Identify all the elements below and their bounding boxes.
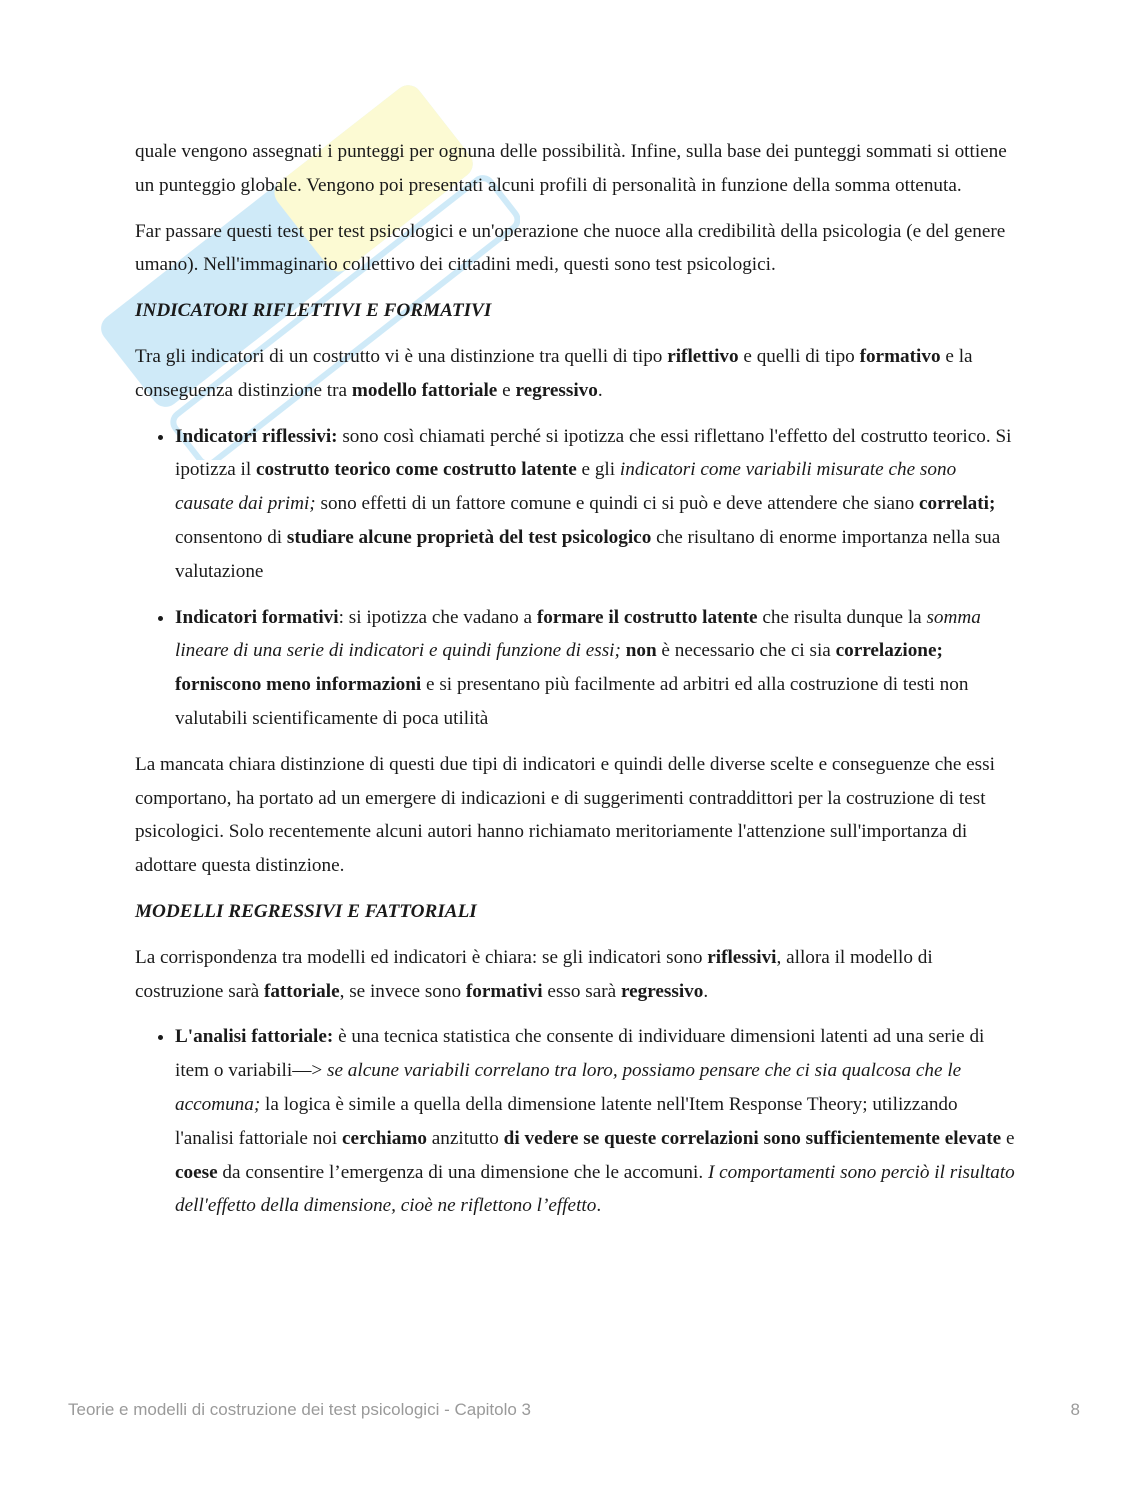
section-heading: MODELLI REGRESSIVI E FATTORIALI xyxy=(135,900,477,922)
bullet-list xyxy=(135,420,1015,736)
paragraph: Tra gli indicatori di un costrutto vi è una distinzione tra quelli di tipo riflettivo e quelli di tipo formativo e la conseguenza distinzione tra modello fattoriale e regressivo. xyxy=(135,345,973,401)
bullet-list xyxy=(135,1020,1015,1223)
section-heading: INDICATORI RIFLETTIVI E FORMATIVI xyxy=(135,300,492,322)
paragraph: quale vengono assegnati i punteggi per ognuna delle possibilità. Infine, sulla base dei punteggi sommati si ottiene un punteggio globale. Vengono poi presentati alcuni profili di personalità in funzione della somma ottenuta. xyxy=(135,141,1007,196)
page-number: 8 xyxy=(1070,1400,1080,1419)
paragraph: La corrispondenza tra modelli ed indicatori è chiara: se gli indicatori sono riflessivi, allora il modello di costruzione sarà fattoriale, se invece sono formativi esso sarà regressivo. xyxy=(135,946,933,1002)
page-footer xyxy=(68,1400,1080,1420)
list-item: • L'analisi fattoriale: è una tecnica statistica che consente di individuare dimensioni latenti ad una serie di item o variabili—> se alcune variabili correlano tra loro, possiamo pensare che ci sia qualcosa che le accomuna; la logica è simile a quella della dimensione latente nell'Item Response Theory; utilizzando l'analisi fattoriale noi cerchiamo anzitutto di vedere se queste correlazioni sono sufficientemente elevate e coese da consentire l’emergenza di una dimensione che le accomuni. I comportamenti sono perciò il risultato dell'effetto della dimensione, cioè ne riflettono l’effetto. xyxy=(175,1020,1015,1223)
document-body xyxy=(135,135,1015,1235)
list-item: • Indicatori formativi: si ipotizza che vadano a formare il costrutto latente che risulta dunque la somma lineare di una serie di indicatori e quindi funzione di essi; non è necessario che ci sia correlazione; forniscono meno informazioni e si presentano più facilmente ad arbitri ed alla costruzione di testi non valutabili scientificamente di poca utilità xyxy=(175,601,1015,736)
paragraph: La mancata chiara distinzione di questi due tipi di indicatori e quindi delle diverse scelte e conseguenze che essi comportano, ha portato ad un emergere di indicazioni e di suggerimenti contraddittori per la costruzione di test psicologici. Solo recentemente alcuni autori hanno richiamato meritoriamente l'attenzione sull'importanza di adottare questa distinzione. xyxy=(135,753,995,877)
list-item: • Indicatori riflessivi: sono così chiamati perché si ipotizza che essi riflettano l'effetto del costrutto teorico. Si ipotizza il costrutto teorico come costrutto latente e gli indicatori come variabili misurate che sono causate dai primi; sono effetti di un fattore comune e quindi ci si può e deve attendere che siano correlati; consentono di studiare alcune proprietà del test psicologico che risultano di enorme importanza nella sua valutazione xyxy=(175,420,1015,589)
paragraph: Far passare questi test per test psicologici e un'operazione che nuoce alla credibilità della psicologia (e del genere umano). Nell'immaginario collettivo dei cittadini medi, questi sono test psicologici. xyxy=(135,220,1006,276)
footer-title: Teorie e modelli di costruzione dei test psicologici - Capitolo 3 xyxy=(68,1400,532,1419)
